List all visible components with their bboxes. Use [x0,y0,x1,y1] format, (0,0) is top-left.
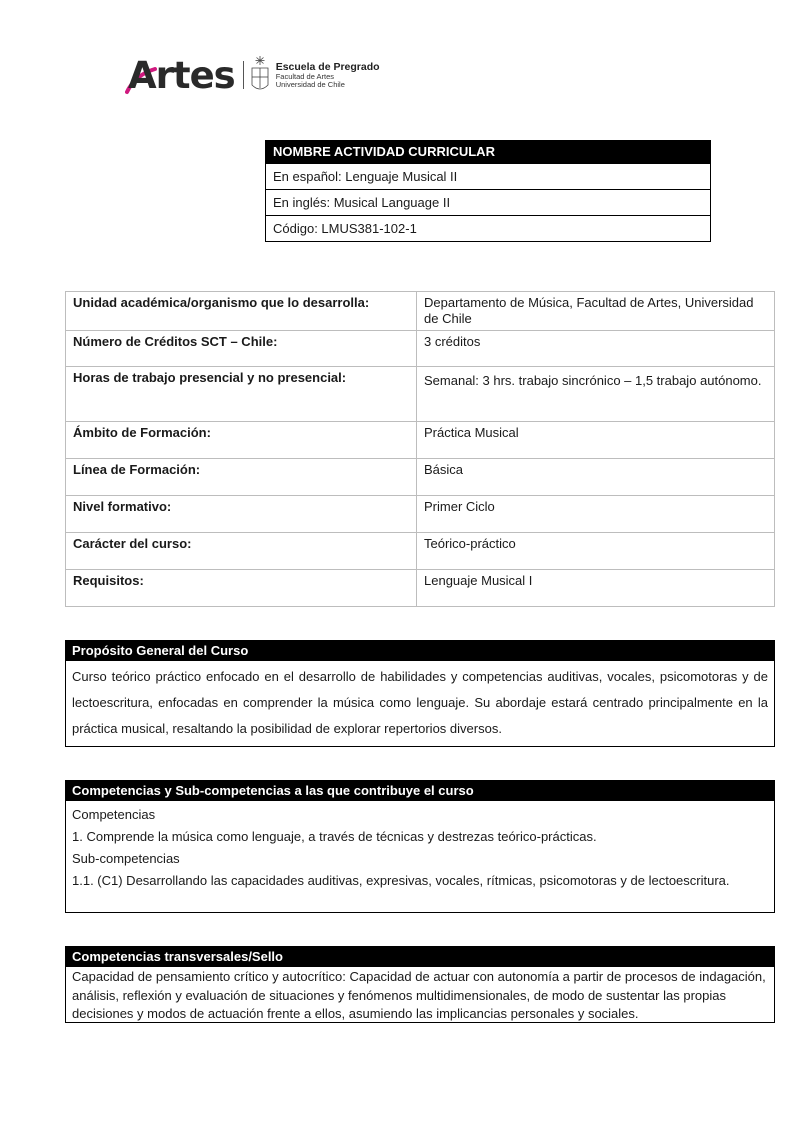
logo-wordmark: Artes [128,57,235,94]
table-row [66,496,775,533]
course-name-heading: NOMBRE ACTIVIDAD CURRICULAR [266,141,710,163]
table-row [66,292,775,331]
subcompetency-item: 1.1. (C1) Desarrollando las capacidades auditivas, expresivas, vocales, rítmicas, psicomotoras y de lectoescritura. [72,873,730,888]
purpose-heading: Propósito General del Curso [66,641,774,661]
info-value: Básica [417,459,775,496]
info-value: Práctica Musical [417,422,775,459]
info-label: Nivel formativo: [66,496,417,533]
university-crest-icon [250,55,270,95]
table-row [66,331,775,367]
info-label: Unidad académica/organismo que lo desarrolla: [66,292,417,331]
table-row [66,570,775,607]
competencies-heading: Competencias y Sub-competencias a las que contribuye el curso [66,781,774,801]
competencies-label: Competencias [72,807,156,822]
purpose-section [65,640,775,747]
competencies-section [65,780,775,913]
course-name-english: En inglés: Musical Language II [266,189,710,215]
info-label: Número de Créditos SCT – Chile: [66,331,417,367]
purpose-text: Curso teórico práctico enfocado en el desarrollo de habilidades y competencias auditivas, vocales, psicomotoras y de lectoescritura, enfocadas en comprender la música como lenguaje. Su abordaje estará centrado principalmente en la práctica musical, resaltando la posibilidad de explorar repertorios diversos. [72,669,768,736]
info-label: Carácter del curso: [66,533,417,570]
school-line-2: Facultad de Artes [275,71,335,81]
info-value: Semanal: 3 hrs. trabajo sincrónico – 1,5 trabajo autónomo. [417,367,775,422]
transversal-text: Capacidad de pensamiento crítico y autocrítico: Capacidad de actuar con autonomía a partir de procesos de indagación, análisis, reflexión y evaluación de situaciones y fenómenos multidimensionales, de modo de sustentar las propias decisiones y modos de actuación frente a ellos, asumiendo las implicancias personales y sociales. [72,969,766,1021]
faculty-logo [128,52,380,98]
competency-item: 1. Comprende la música como lenguaje, a través de técnicas y destrezas teórico-prácticas. [72,829,597,844]
transversal-heading: Competencias transversales/Sello [66,947,774,967]
transversal-section [65,946,775,1023]
info-value: Teórico-práctico [417,533,775,570]
info-value: Departamento de Música, Facultad de Artes, Universidad de Chile [417,292,775,331]
course-code: Código: LMUS381-102-1 [266,215,710,241]
subcompetencies-label: Sub-competencias [72,851,180,866]
course-info-table [65,291,775,607]
info-label: Horas de trabajo presencial y no presencial: [66,367,417,422]
school-name [276,62,380,89]
table-row [66,533,775,570]
table-row [66,459,775,496]
info-value: Primer Ciclo [417,496,775,533]
info-value: 3 créditos [417,331,775,367]
table-row [66,422,775,459]
logo-divider [243,61,244,89]
info-label: Ámbito de Formación: [66,422,417,459]
course-name-table [265,140,711,242]
info-label: Línea de Formación: [66,459,417,496]
table-row [66,367,775,422]
info-label: Requisitos: [66,570,417,607]
course-name-spanish: En español: Lenguaje Musical II [266,163,710,189]
info-value: Lenguaje Musical I [417,570,775,607]
school-line-1: Escuela de Pregrado [275,60,380,73]
school-line-3: Universidad de Chile [275,79,345,89]
